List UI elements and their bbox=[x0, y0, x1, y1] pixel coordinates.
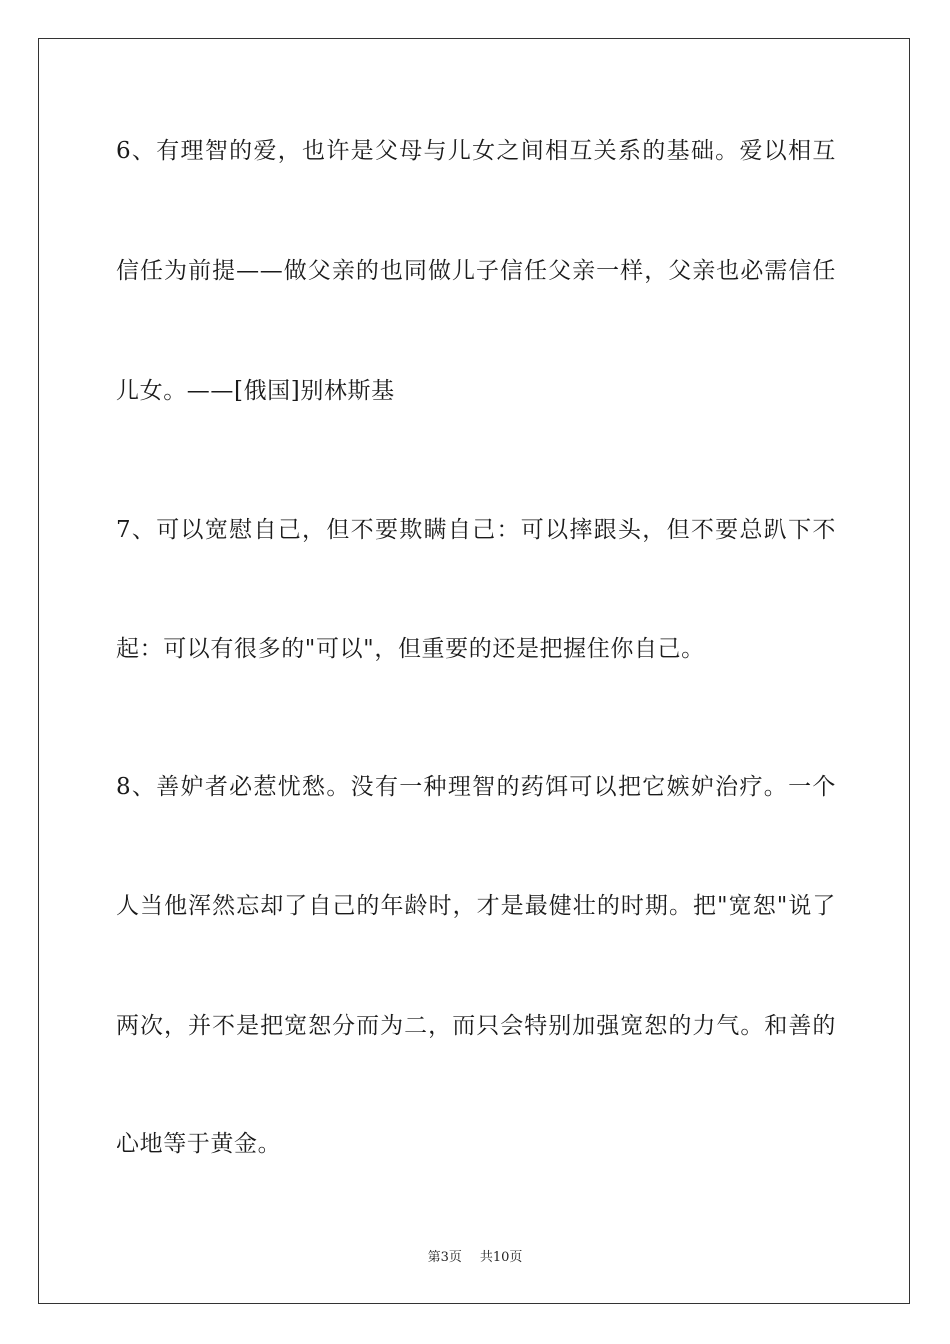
text-line: 6、有理智的爱，也许是父母与儿女之间相互关系的基础。爱以相互 bbox=[116, 138, 836, 164]
page-total: 共10页 bbox=[479, 1250, 523, 1265]
text-line: 8、善妒者必惹忧愁。没有一种理智的药饵可以把它嫉妒治疗。一个 bbox=[116, 774, 836, 800]
page-number: 第3页 bbox=[427, 1250, 462, 1265]
text-line: 信任为前提——做父亲的也同做儿子信任父亲一样，父亲也必需信任 bbox=[116, 258, 836, 284]
page-border bbox=[38, 38, 910, 1304]
text-line: 7、可以宽慰自己，但不要欺瞒自己：可以摔跟头，但不要总趴下不 bbox=[116, 517, 836, 543]
text-line: 人当他浑然忘却了自己的年龄时，才是最健壮的时期。把"宽恕"说了 bbox=[116, 893, 836, 919]
text-line: 儿女。——[俄国]别林斯基 bbox=[116, 378, 395, 404]
text-line: 两次，并不是把宽恕分而为二，而只会特别加强宽恕的力气。和善的 bbox=[116, 1013, 836, 1039]
text-line: 心地等于黄金。 bbox=[116, 1131, 282, 1157]
text-line: 起：可以有很多的"可以"，但重要的还是把握住你自己。 bbox=[116, 636, 705, 662]
page-footer bbox=[0, 1246, 950, 1265]
